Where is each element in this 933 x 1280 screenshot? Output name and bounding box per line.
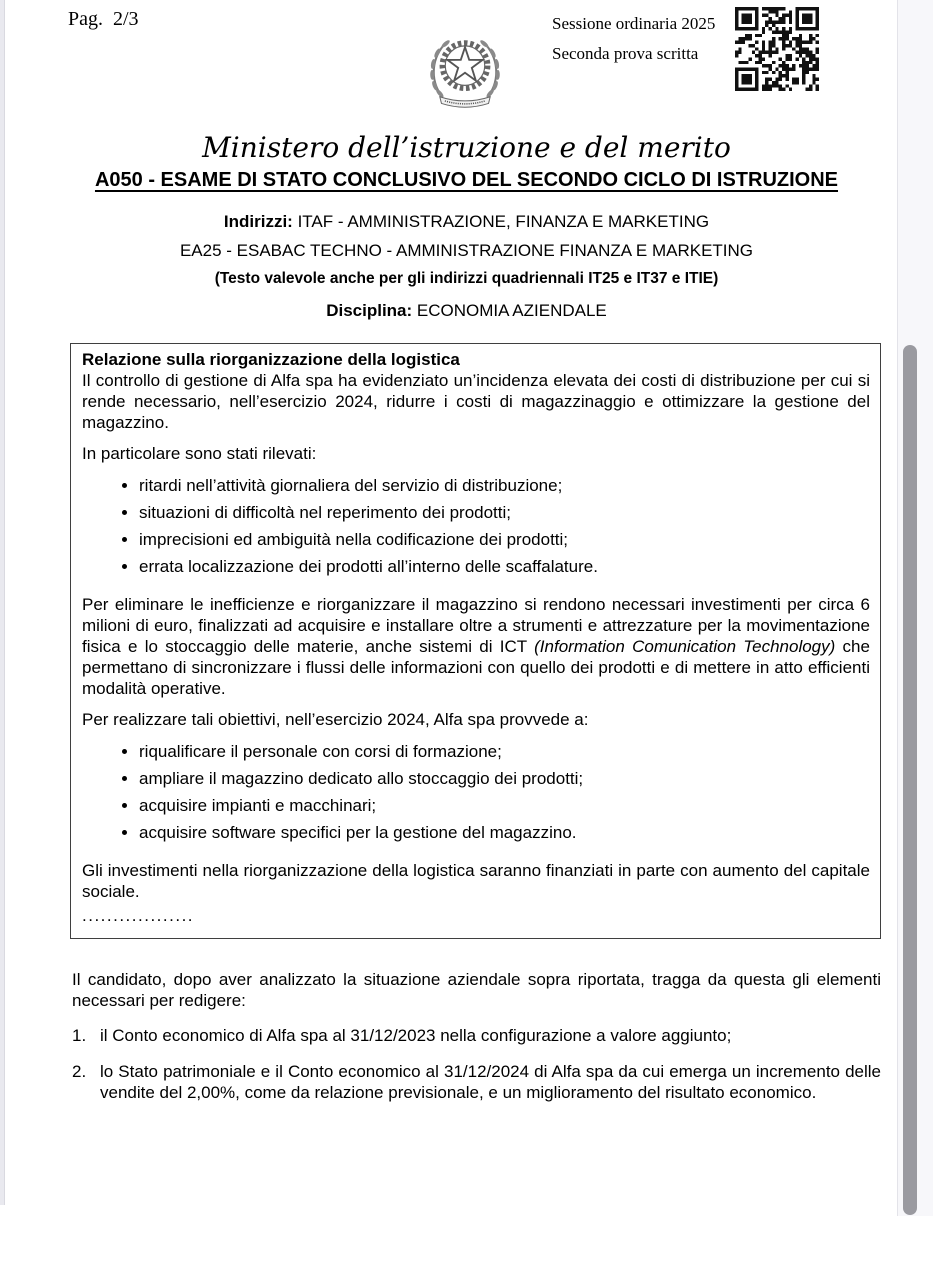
- list-item: • errata localizzazione dei prodotti all’interno delle scaffalature.: [139, 556, 870, 577]
- ict-italic-term: (Information Comunication Technology): [534, 637, 836, 656]
- session-line1: Sessione ordinaria 2025: [552, 14, 716, 33]
- italy-coat-of-arms-icon: [423, 27, 507, 109]
- case-closing: Gli investimenti nella riorganizzazione della logistica saranno finanziati in parte con aumento del capitale sociale.: [82, 861, 870, 901]
- task-item-number: 1.: [72, 1026, 87, 1045]
- list-item: • acquisire software specifici per la gestione del magazzino.: [139, 822, 870, 843]
- list-item: • ampliare il magazzino dedicato allo stoccaggio dei prodotti;: [139, 768, 870, 789]
- list-item: • acquisire impianti e macchinari;: [139, 795, 870, 816]
- findings-intro: In particolare sono stati rilevati:: [82, 444, 317, 463]
- document-body: [0, 132, 933, 1103]
- ea25-line: EA25 - ESABAC TECHNO - AMMINISTRAZIONE FINANZA E MARKETING: [179, 241, 754, 260]
- actions-list: [82, 741, 870, 843]
- exam-title: A050 - ESAME DI STATO CONCLUSIVO DEL SECONDO CICLO DI ISTRUZIONE: [94, 169, 839, 191]
- session-info: [552, 9, 715, 69]
- list-item: • imprecisioni ed ambiguità nella codificazione dei prodotti;: [139, 529, 870, 550]
- actions-intro: Per realizzare tali obiettivi, nell’esercizio 2024, Alfa spa provvede a:: [82, 710, 589, 729]
- page-number: Pag. 2/3: [68, 8, 139, 30]
- validity-note: (Testo valevole anche per gli indirizzi quadriennali IT25 e IT37 e ITIE): [214, 270, 719, 287]
- task-list: [72, 1025, 881, 1103]
- task-item-number: 2.: [72, 1062, 87, 1081]
- list-item: • situazioni di difficoltà nel reperimento dei prodotti;: [139, 502, 870, 523]
- findings-list: [82, 475, 870, 577]
- ellipsis-line: ..................: [82, 906, 195, 925]
- indirizzi-label: Indirizzi:: [223, 212, 293, 231]
- task-item: [72, 1061, 881, 1103]
- disciplina-label: Disciplina:: [326, 301, 413, 320]
- task-intro: Il candidato, dopo aver analizzato la situazione aziendale sopra riportata, tragga da questa gli elementi necessari per redigere:: [72, 970, 881, 1010]
- ministry-title: Ministero dell’istruzione e del merito: [202, 131, 731, 164]
- case-box-title: Relazione sulla riorganizzazione della logistica: [82, 350, 460, 369]
- indirizzi-value: ITAF - AMMINISTRAZIONE, FINANZA E MARKETING: [292, 212, 710, 231]
- list-item: • riqualificare il personale con corsi di formazione;: [139, 741, 870, 762]
- session-line2: Seconda prova scritta: [552, 44, 699, 63]
- list-item: • ritardi nell’attività giornaliera del servizio di distribuzione;: [139, 475, 870, 496]
- task-item-text: il Conto economico di Alfa spa al 31/12/2023 nella configurazione a valore aggiunto;: [100, 1026, 732, 1045]
- qr-code-icon: [735, 7, 819, 97]
- task-item-text: lo Stato patrimoniale e il Conto economico al 31/12/2024 di Alfa spa da cui emerga un incremento delle vendite del 2,00%, come da relazione previsionale, e un miglioramento del risultato economico.: [100, 1062, 881, 1102]
- indirizzi-line: [0, 212, 933, 232]
- task-item: [72, 1025, 881, 1046]
- case-paragraph-2: Per eliminare le inefficienze e riorganizzare il magazzino si rendono necessari investimenti per circa 6 milioni di euro, finalizzati ad acquisire e installare oltre a strumenti e attrezzature per la movimentazione fisica e lo stoccaggio delle materie, anche sistemi di ICT (Information Comunication Technology) che permettano di sincronizzare i flussi delle informazioni con quello dei prodotti e di mettere in atto efficienti modalità operative.: [82, 595, 870, 698]
- disciplina-line: [0, 301, 933, 321]
- case-study-box: [70, 343, 881, 939]
- task-section: [72, 969, 881, 1103]
- disciplina-value: ECONOMIA AZIENDALE: [412, 301, 607, 320]
- case-paragraph-1: Il controllo di gestione di Alfa spa ha evidenziato un’incidenza elevata dei costi di distribuzione per cui si rende necessario, nell’esercizio 2024, ridurre i costi di magazzinaggio e ottimizzare la gestione del magazzino.: [82, 371, 870, 432]
